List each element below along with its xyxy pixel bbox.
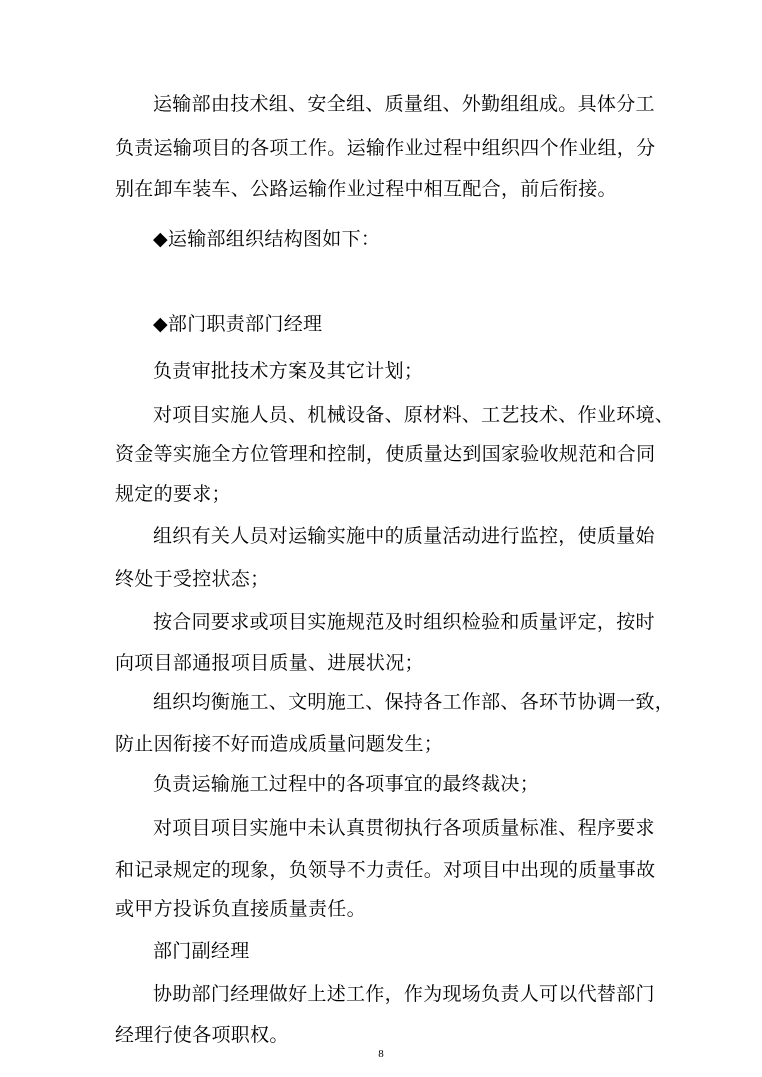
text-line-21: 协助部门经理做好上述工作，作为现场负责人可以代替部门 bbox=[153, 983, 655, 1005]
text-line-9: 规定的要求； bbox=[115, 483, 231, 505]
text-line-15: 防止因衔接不好而造成质量问题发生； bbox=[115, 733, 444, 755]
text-line-14: 组织均衡施工、文明施工、保持各工作部、各环节协调一致， bbox=[153, 691, 675, 713]
text-line-22: 经理行使各项职权。 bbox=[115, 1024, 289, 1046]
text-line-18: 和记录规定的现象，负领导不力责任。对项目中出现的质量事故 bbox=[115, 859, 656, 881]
text-line-10: 组织有关人员对运输实施中的质量活动进行监控，使质量始 bbox=[153, 525, 655, 547]
text-line-19: 或甲方投诉负直接质量责任。 bbox=[115, 898, 366, 920]
page-number: 8 bbox=[378, 1048, 384, 1060]
text-line-13: 向项目部通报项目质量、进展状况； bbox=[115, 652, 424, 674]
text-line-7: 对项目实施人员、机械设备、原材料、工艺技术、作业环境、 bbox=[153, 404, 675, 426]
text-line-8: 资金等实施全方位管理和控制，使质量达到国家验收规范和合同 bbox=[115, 443, 656, 465]
text-line-1: 运输部由技术组、安全组、质量组、外勤组组成。具体分工 bbox=[153, 93, 655, 115]
text-line-16: 负责运输施工过程中的各项事宜的最终裁决； bbox=[153, 773, 540, 795]
heading-deputy-manager: 部门副经理 bbox=[153, 940, 250, 962]
text-line-11: 终处于受控状态； bbox=[115, 568, 270, 590]
text-line-3: 别在卸车装车、公路运输作业过程中相互配合，前后衔接。 bbox=[115, 178, 617, 200]
heading-department-duties: ◆部门职责部门经理 bbox=[153, 313, 323, 335]
text-line-6: 负责审批技术方案及其它计划； bbox=[153, 360, 424, 382]
text-line-2: 负责运输项目的各项工作。运输作业过程中组织四个作业组，分 bbox=[115, 137, 656, 159]
text-line-17: 对项目项目实施中未认真贯彻执行各项质量标准、程序要求 bbox=[153, 817, 655, 839]
text-line-12: 按合同要求或项目实施规范及时组织检验和质量评定，按时 bbox=[153, 611, 655, 633]
heading-org-chart: ◆运输部组织结构图如下： bbox=[153, 228, 381, 250]
